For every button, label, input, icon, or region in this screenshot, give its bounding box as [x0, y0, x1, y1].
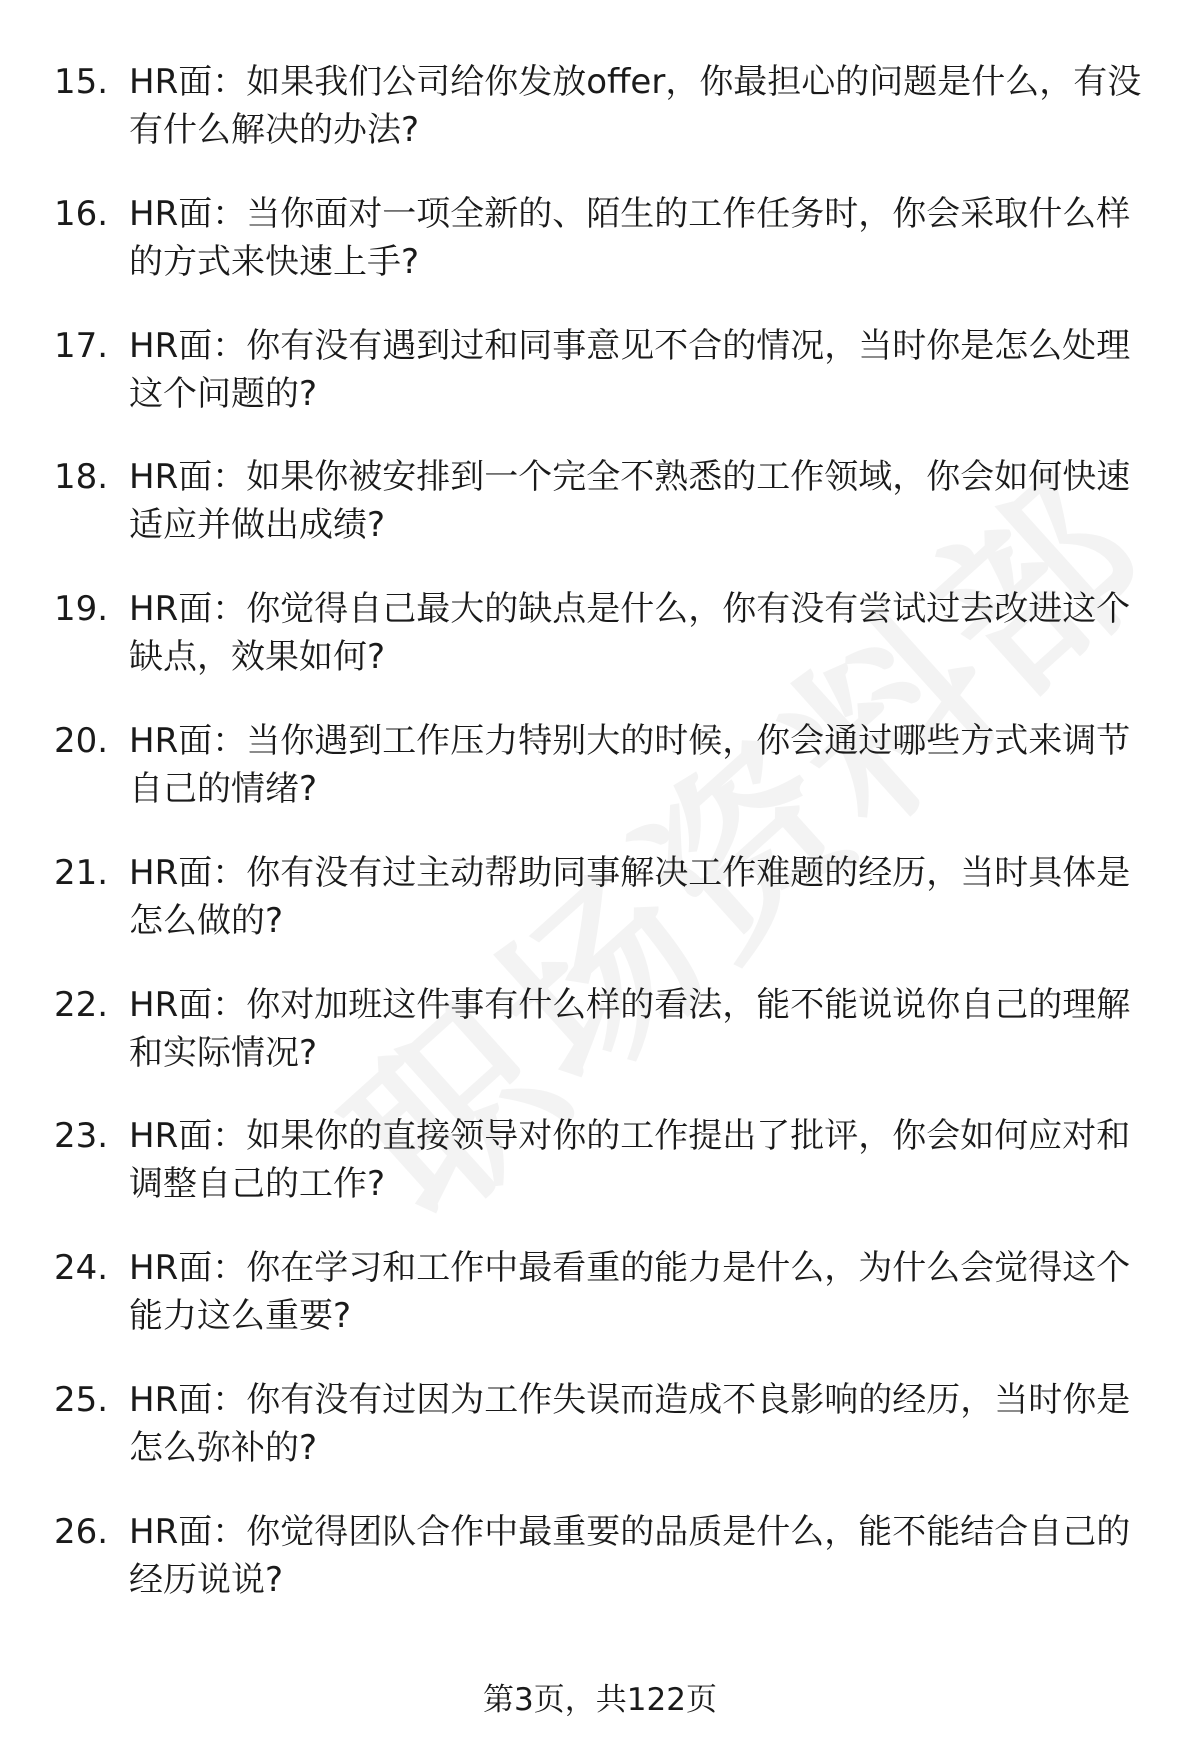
question-number: 24.: [54, 1248, 109, 1289]
question-list: [0, 58, 1200, 1640]
question-number: 21.: [54, 852, 109, 893]
question-text: HR面：你对加班这件事有什么样的看法，能不能说说你自己的理解和实际情况?: [129, 984, 1131, 1073]
question-number: 17.: [54, 325, 109, 366]
question-item: [0, 717, 1200, 849]
question-text: HR面：如果你的直接领导对你的工作提出了批评，你会如何应对和调整自己的工作?: [129, 1116, 1131, 1205]
question-item: [0, 1244, 1200, 1376]
question-number: 16.: [54, 193, 109, 234]
question-item: [0, 849, 1200, 981]
question-text: HR面：当你遇到工作压力特别大的时候，你会通过哪些方式来调节自己的情绪?: [129, 720, 1131, 809]
question-text: HR面：你觉得团队合作中最重要的品质是什么，能不能结合自己的经历说说?: [129, 1511, 1131, 1600]
question-item: [0, 190, 1200, 322]
question-number: 15.: [54, 62, 109, 102]
question-number: 25.: [54, 1379, 109, 1420]
question-text: HR面：你有没有遇到过和同事意见不合的情况，当时你是怎么处理这个问题的?: [129, 325, 1131, 414]
question-text: HR面：你有没有过主动帮助同事解决工作难题的经历，当时具体是怎么做的?: [129, 852, 1131, 941]
question-number: 18.: [54, 457, 109, 498]
question-item: [0, 322, 1200, 454]
question-number: 26.: [54, 1511, 109, 1552]
question-item: [0, 1376, 1200, 1508]
question-item: [0, 58, 1200, 190]
question-item: [0, 453, 1200, 585]
question-number: 20.: [54, 720, 109, 761]
question-text: HR面：如果我们公司给你发放offer，你最担心的问题是什么，有没有什么解决的办法?: [129, 62, 1142, 150]
question-item: [0, 1508, 1200, 1640]
question-item: [0, 585, 1200, 717]
question-number: 19.: [54, 589, 109, 630]
question-item: [0, 981, 1200, 1113]
question-text: HR面：你在学习和工作中最看重的能力是什么，为什么会觉得这个能力这么重要?: [129, 1248, 1131, 1337]
question-text: HR面：如果你被安排到一个完全不熟悉的工作领域，你会如何快速适应并做出成绩?: [129, 457, 1131, 546]
question-text: HR面：你有没有过因为工作失误而造成不良影响的经历，当时你是怎么弥补的?: [129, 1379, 1131, 1468]
question-text: HR面：你觉得自己最大的缺点是什么，你有没有尝试过去改进这个缺点，效果如何?: [129, 589, 1131, 678]
question-text: HR面：当你面对一项全新的、陌生的工作任务时，你会采取什么样的方式来快速上手?: [129, 193, 1131, 282]
question-number: 22.: [54, 984, 109, 1025]
question-number: 23.: [54, 1116, 109, 1157]
question-item: [0, 1112, 1200, 1244]
page-footer: 第3页，共122页: [483, 1682, 717, 1718]
